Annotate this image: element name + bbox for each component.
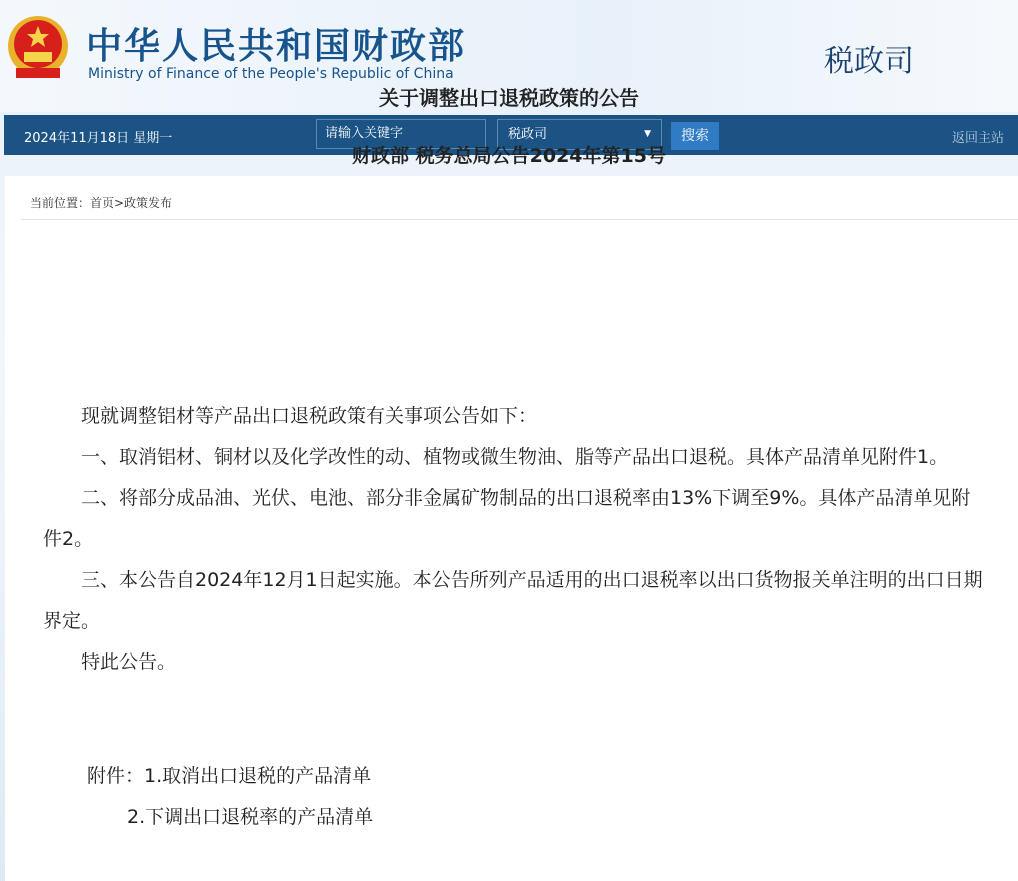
department-name: 税政司 [824, 44, 914, 79]
divider [21, 219, 1018, 220]
paragraph: 二、将部分成品油、光伏、电池、部分非金属矿物制品的出口退税率由13%下调至9%。具体产品清单见附件2。 [43, 487, 971, 550]
attachment-label: 附件： [87, 765, 145, 787]
paragraph: 特此公告。 [81, 651, 177, 673]
breadcrumb[interactable]: 当前位置：首页>政策发布 [30, 196, 173, 210]
site-title-cn[interactable]: 中华人民共和国财政部 [86, 26, 467, 67]
article-title: 关于调整出口退税政策的公告 [379, 86, 639, 110]
attachment-link[interactable]: 2.下调出口退税率的产品清单 [127, 806, 374, 828]
search-button[interactable]: 搜索 [671, 122, 719, 150]
current-date: 2024年11月18日 星期一 [24, 131, 173, 146]
site-title-en: Ministry of Finance of the People's Republic of China [88, 66, 454, 82]
article-body [43, 396, 988, 683]
paragraph: 三、本公告自2024年12月1日起实施。本公告所列产品适用的出口退税率以出口货物报关单注明的出口日期界定。 [43, 569, 983, 632]
attachment-link[interactable]: 1.取消出口退税的产品清单 [144, 765, 372, 787]
paragraph: 现就调整铝材等产品出口退税政策有关事项公告如下： [81, 405, 538, 427]
attachments [87, 756, 373, 838]
paragraph: 一、取消铝材、铜材以及化学改性的动、植物或微生物油、脂等产品出口退税。具体产品清单见附件1。 [81, 446, 949, 468]
search-input[interactable]: 请输入关键字 [316, 119, 486, 149]
scope-select-value: 税政司 [508, 127, 548, 142]
article-subtitle: 财政部 税务总局公告2024年第15号 [352, 145, 666, 167]
national-emblem-icon [6, 14, 70, 82]
home-link[interactable]: 返回主站 [951, 131, 1004, 146]
dropdown-arrow-icon: ▼ [644, 129, 651, 139]
